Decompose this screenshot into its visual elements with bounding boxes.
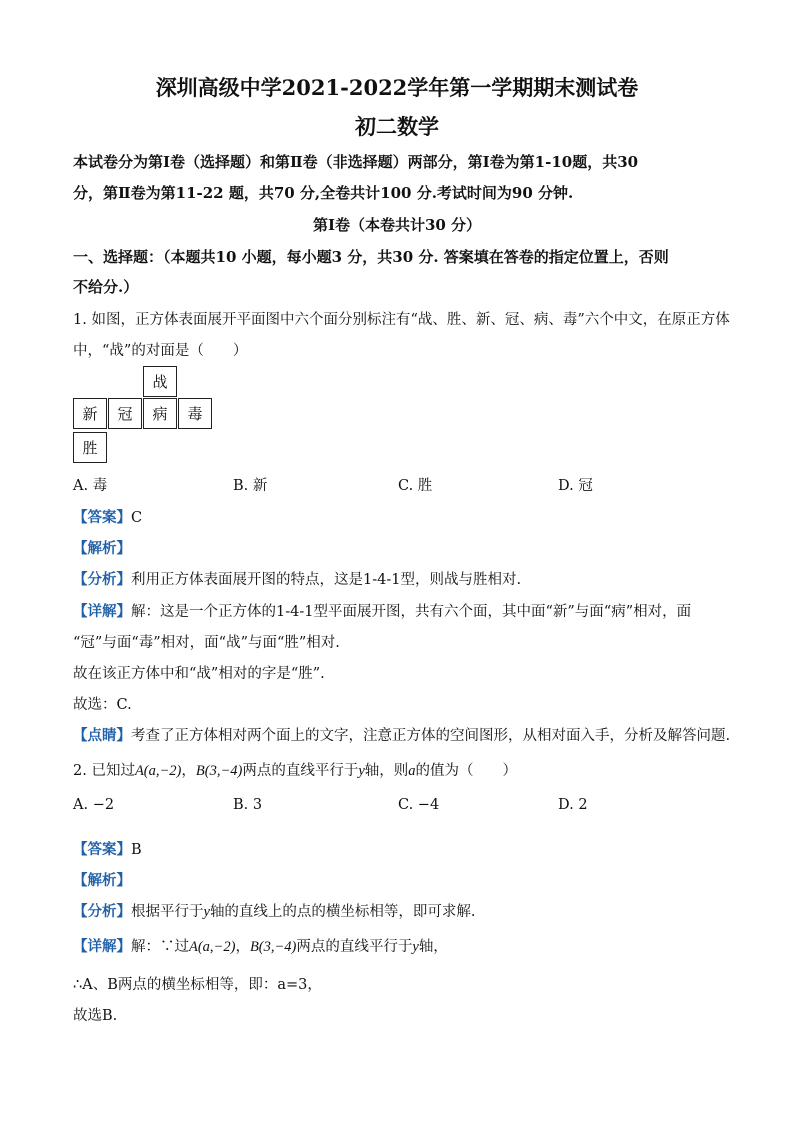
q2-option-d: D. 2	[558, 797, 588, 813]
q2-option-c: C. −4	[398, 797, 440, 813]
point-a: A(a,−2)	[134, 763, 182, 779]
q1-option-d: D. 冠	[558, 478, 593, 494]
answer-value: B	[131, 842, 142, 858]
answer-tag: 【答案】	[73, 509, 131, 526]
q1-fenxi: 【分析】利用正方体表面展开图的特点，这是1-4-1型，则战与胜相对.	[73, 571, 522, 588]
q2-fenxi: 【分析】根据平行于y轴的直线上的点的横坐标相等，即可求解.	[73, 903, 476, 920]
q2-option-a: A. −2	[73, 797, 115, 813]
net-face-bottom: 胜	[73, 432, 107, 463]
q1-answer	[73, 506, 142, 527]
intro-line-2: 分，第Ⅱ卷为第11-22 题，共70 分,全卷共计100 分.考试时间为90 分钟.	[73, 184, 574, 202]
q2-stem: 2. 已知过A(a,−2)，B(3,−4)两点的直线平行于y轴，则a的值为（ ）	[73, 763, 518, 779]
q2-xiangjie-line-2: ∴A、B两点的横坐标相等，即：a=3，	[73, 977, 322, 993]
net-face-top: 战	[143, 366, 177, 397]
net-face-3: 病	[143, 398, 177, 429]
q2-xiangjie-line-1: 【详解】解：∵过A(a,−2)，B(3,−4)两点的直线平行于y轴，	[73, 938, 448, 955]
q1-dianjing: 【点睛】考查了正方体相对两个面上的文字，注意正方体的空间图形，从相对面入手，分析及解答问题.	[73, 727, 731, 744]
answer-value: C	[131, 510, 143, 526]
q1-stem-line-1: 1. 如图，正方体表面展开平面图中六个面分别标注有“战、胜、新、冠、病、毒”六个中文，在原正方体	[73, 312, 730, 328]
q1-option-c: C. 胜	[398, 478, 433, 494]
net-face-2: 冠	[108, 398, 142, 429]
q1-option-b: B. 新	[233, 478, 268, 494]
xiangjie-tag: 【详解】	[73, 603, 131, 620]
xiangjie-tag: 【详解】	[73, 938, 131, 955]
q2-analysis-tag: 【解析】	[73, 872, 131, 889]
part1-header: 第Ⅰ卷（本卷共计30 分）	[312, 216, 482, 234]
dianjing-tag: 【点睛】	[73, 727, 131, 744]
intro-line-1: 本试卷分为第Ⅰ卷（选择题）和第Ⅱ卷（非选择题）两部分，第Ⅰ卷为第1-10题，共30	[73, 153, 639, 171]
page-title: 深圳高级中学2021-2022学年第一学期期末测试卷	[155, 75, 639, 100]
q1-option-a: A. 毒	[73, 478, 108, 494]
q2-xiangjie-line-3: 故选B.	[73, 1008, 118, 1024]
point-b: B(3,−4)	[195, 763, 243, 779]
section1-line-2: 不给分.）	[73, 278, 139, 296]
page-subtitle: 初二数学	[355, 114, 439, 139]
q1-analysis-tag: 【解析】	[73, 540, 131, 557]
answer-tag: 【答案】	[73, 841, 131, 858]
fenxi-tag: 【分析】	[73, 571, 131, 588]
q1-xiangjie-line-3: 故在该正方体中和“战”相对的字是“胜”.	[73, 666, 325, 682]
net-face-1: 新	[73, 398, 107, 429]
fenxi-tag: 【分析】	[73, 903, 131, 920]
q2-option-b: B. 3	[233, 797, 263, 813]
q1-xiangjie-line-1: 【详解】解：这是一个正方体的1-4-1型平面展开图，共有六个面，其中面“新”与面“病”相对，面	[73, 603, 692, 620]
q1-xiangjie-line-2: “冠”与面“毒”相对，面“战”与面“胜”相对.	[73, 635, 340, 651]
section1-line-1: 一、选择题：（本题共10 小题，每小题3 分，共30 分. 答案填在答卷的指定位置上，否则	[73, 248, 669, 266]
q1-xiangjie-line-4: 故选：C.	[73, 697, 132, 713]
net-face-4: 毒	[178, 398, 212, 429]
q2-answer	[73, 838, 142, 859]
q1-stem-line-2: 中，“战”的对面是（ ）	[73, 343, 248, 359]
